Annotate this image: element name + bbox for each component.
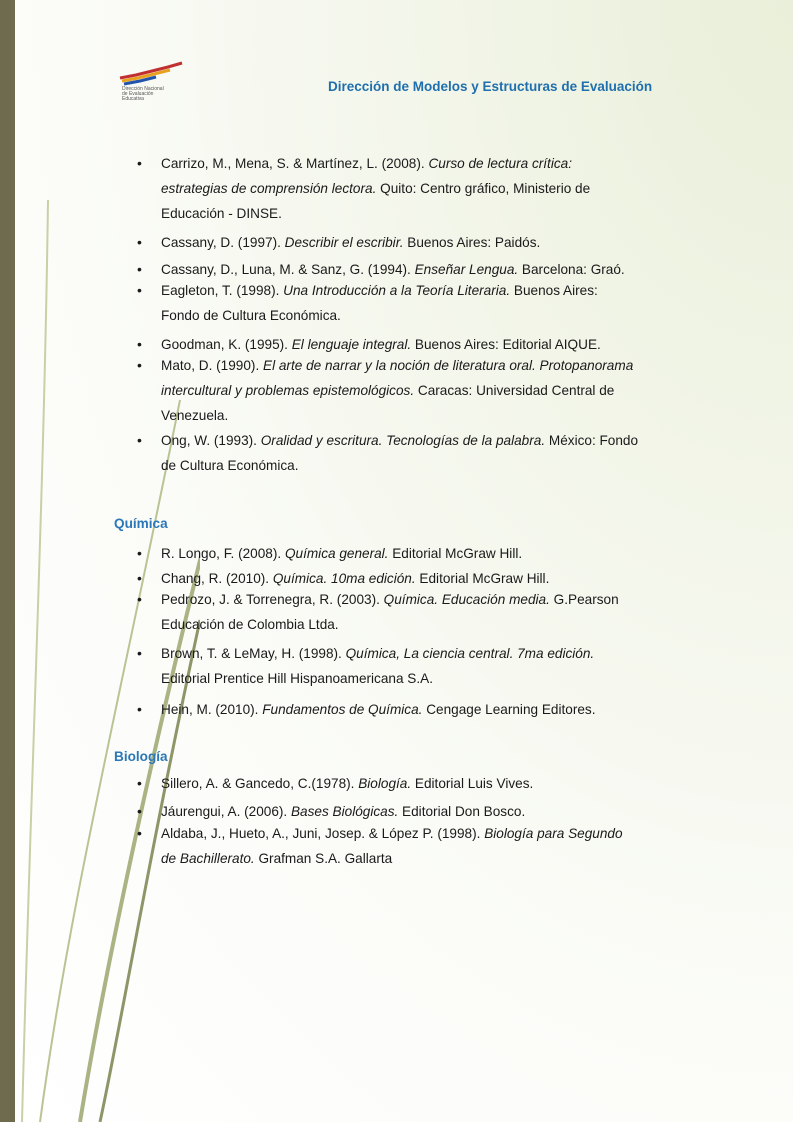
section-heading-quimica: Química — [114, 516, 168, 531]
references-list-lengua — [161, 151, 681, 478]
list-item: • Cassany, D., Luna, M. & Sanz, G. (1994). Enseñar Lengua. Barcelona: Graó. — [161, 257, 681, 282]
list-item: • Mato, D. (1990). El arte de narrar y la noción de literatura oral. Protopanorama intercultural y problemas epistemológicos. Caracas: Universidad Central de Venezuela. — [161, 353, 681, 428]
institution-logo — [116, 60, 200, 100]
logo-text-2: de Evaluación — [122, 91, 154, 97]
logo-text-1: Dirección Nacional — [122, 86, 164, 92]
references-list-biologia — [161, 771, 681, 871]
list-item: • Sillero, A. & Gancedo, C.(1978). Biología. Editorial Luis Vives. — [161, 771, 681, 796]
list-item: • R. Longo, F. (2008). Química general. Editorial McGraw Hill. — [161, 541, 681, 566]
list-item: • Pedrozo, J. & Torrenegra, R. (2003). Química. Educación media. G.Pearson Educación de Colombia Ltda. — [161, 587, 681, 637]
list-item: • Cassany, D. (1997). Describir el escribir. Buenos Aires: Paidós. — [161, 230, 681, 255]
list-item: • Carrizo, M., Mena, S. & Martínez, L. (2008). Curso de lectura crítica: estrategias de comprensión lectora. Quito: Centro gráfico, Ministerio de Educación - DINSE. — [161, 151, 681, 226]
list-item: • Goodman, K. (1995). El lenguaje integral. Buenos Aires: Editorial AIQUE. — [161, 332, 681, 357]
list-item: • Eagleton, T. (1998). Una Introducción a la Teoría Literaria. Buenos Aires: Fondo de Cultura Económica. — [161, 278, 681, 328]
list-item: • Brown, T. & LeMay, H. (1998). Química, La ciencia central. 7ma edición. Editorial Prentice Hill Hispanoamericana S.A. — [161, 641, 681, 691]
logo-text-3: Educativa — [122, 96, 144, 100]
list-item: • Jáurengui, A. (2006). Bases Biológicas. Editorial Don Bosco. — [161, 799, 681, 824]
header-title: Dirección de Modelos y Estructuras de Evaluación — [328, 79, 653, 94]
section-heading-biologia: Biología — [114, 749, 168, 764]
list-item: • Chang, R. (2010). Química. 10ma edición. Editorial McGraw Hill. — [161, 566, 681, 591]
references-list-quimica — [161, 541, 681, 722]
list-item: • Hein, M. (2010). Fundamentos de Química. Cengage Learning Editores. — [161, 697, 681, 722]
list-item: • Ong, W. (1993). Oralidad y escritura. Tecnologías de la palabra. México: Fondo de Cultura Económica. — [161, 428, 681, 478]
list-item: • Aldaba, J., Hueto, A., Juni, Josep. & López P. (1998). Biología para Segundo de Bachillerato. Grafman S.A. Gallarta — [161, 821, 681, 871]
